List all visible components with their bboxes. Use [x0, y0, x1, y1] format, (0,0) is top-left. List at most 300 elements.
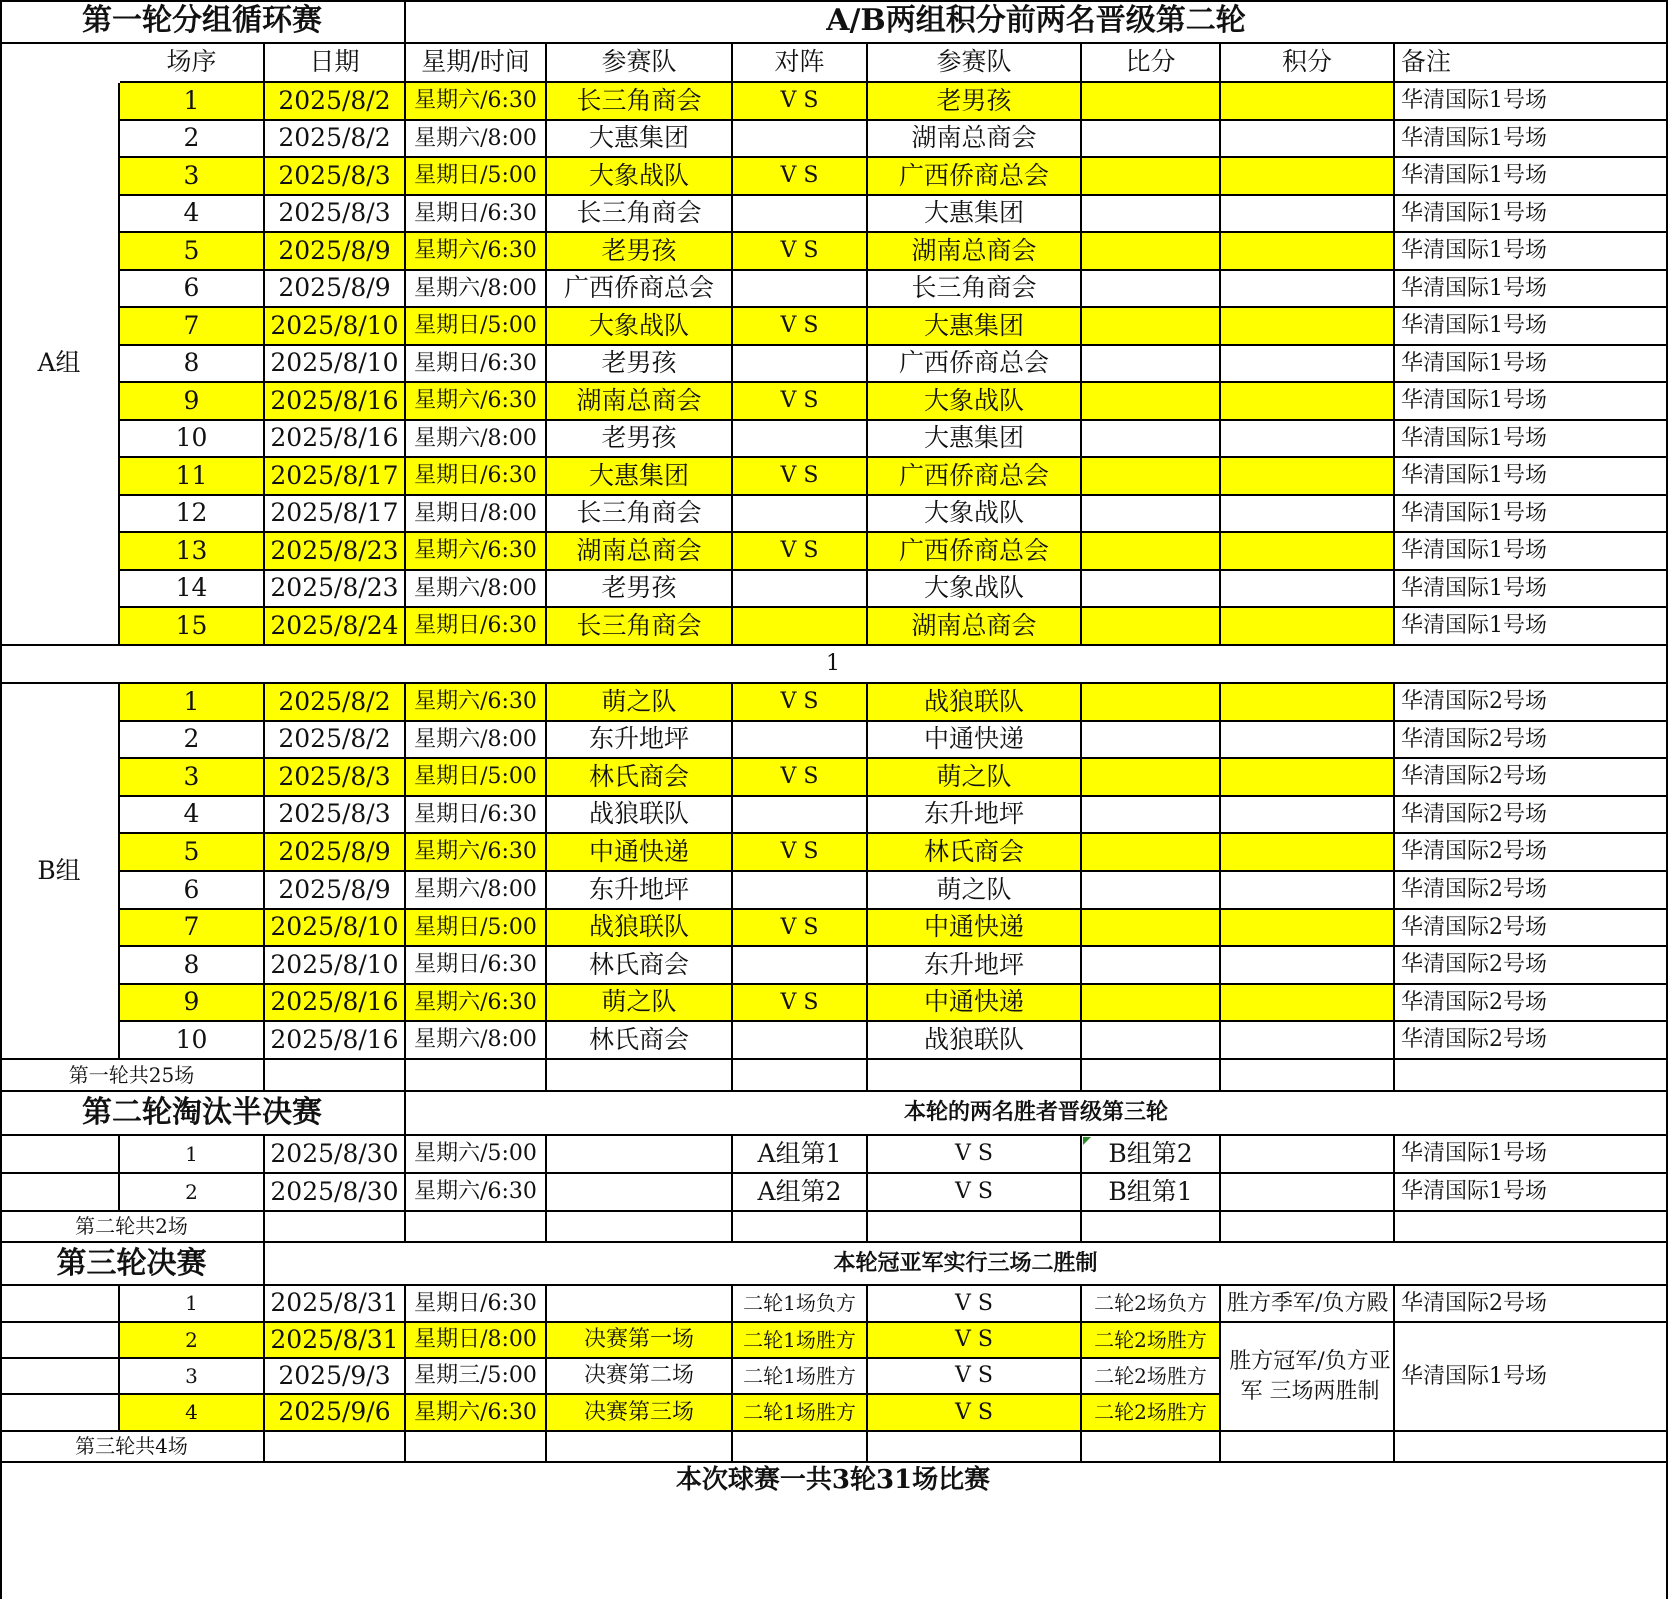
round2-total: 第二轮共2场 [0, 1212, 265, 1243]
empty-cell [0, 1395, 120, 1432]
col-vs-header: 对阵 [733, 44, 868, 83]
versus-label [733, 346, 868, 383]
home-team: 湖南总商会 [547, 383, 733, 421]
empty-cell [1395, 1212, 1668, 1243]
match-time: 星期六/6:30 [406, 1174, 547, 1212]
match-date: 2025/8/2 [265, 83, 406, 121]
match-number: 7 [120, 308, 265, 346]
home-team: 大象战队 [547, 158, 733, 196]
match-number: 3 [120, 759, 265, 797]
versus-label: V S [868, 1395, 1082, 1432]
empty-cell [406, 1432, 547, 1463]
empty-cell [868, 1432, 1082, 1463]
score-cell [1082, 346, 1221, 383]
match-time: 星期六/8:00 [406, 872, 547, 910]
footer-band [0, 1463, 1668, 1599]
home-team: 长三角商会 [547, 83, 733, 121]
match-date: 2025/8/9 [265, 271, 406, 308]
empty-cell [265, 1212, 406, 1243]
home-team: 东升地坪 [547, 872, 733, 910]
match-number: 5 [120, 834, 265, 872]
points-cell [1221, 496, 1395, 533]
versus-label: V S [733, 158, 868, 196]
match-date: 2025/8/3 [265, 196, 406, 233]
points-cell [1221, 759, 1395, 797]
empty-cell [1221, 1060, 1395, 1092]
match-time: 星期六/8:00 [406, 421, 547, 458]
score-cell [1082, 834, 1221, 872]
away-team: 广西侨商总会 [868, 346, 1082, 383]
away-team: 二轮2场胜方 [1082, 1359, 1221, 1395]
venue-note: 华清国际2号场 [1395, 872, 1668, 910]
match-number: 2 [120, 1174, 265, 1212]
match-date: 2025/8/16 [265, 1022, 406, 1060]
versus-label [733, 421, 868, 458]
match-time: 星期日/5:00 [406, 308, 547, 346]
points-cell [1221, 834, 1395, 872]
match-time: 星期六/8:00 [406, 571, 547, 608]
home-team: 湖南总商会 [547, 533, 733, 571]
match-number: 2 [120, 722, 265, 759]
empty-cell [733, 1060, 868, 1092]
away-team: 战狼联队 [868, 1022, 1082, 1060]
score-cell [1082, 421, 1221, 458]
match-number: 3 [120, 158, 265, 196]
versus-label: V S [733, 383, 868, 421]
away-team: 广西侨商总会 [868, 533, 1082, 571]
away-team: 大惠集团 [868, 421, 1082, 458]
versus-label: V S [733, 834, 868, 872]
match-time: 星期日/5:00 [406, 759, 547, 797]
versus-label: V S [733, 910, 868, 947]
match-time: 星期六/6:30 [406, 985, 547, 1022]
versus-label: V S [733, 533, 868, 571]
score-cell [1082, 496, 1221, 533]
match-number: 4 [120, 196, 265, 233]
empty-cell [1082, 1060, 1221, 1092]
match-number: 15 [120, 608, 265, 646]
empty-cell [265, 1060, 406, 1092]
match-date: 2025/8/2 [265, 684, 406, 722]
versus-label: V S [733, 308, 868, 346]
score-cell [1082, 271, 1221, 308]
empty-cell [0, 1359, 120, 1395]
score-cell [1082, 308, 1221, 346]
home-team: 二轮1场胜方 [733, 1395, 868, 1432]
empty-cell [0, 1286, 120, 1323]
round1-banner: A/B两组积分前两名晋级第二轮 [406, 0, 1668, 44]
match-time: 星期六/6:30 [406, 684, 547, 722]
points-cell [1221, 1022, 1395, 1060]
points-cell [1221, 947, 1395, 985]
final-game-label: 决赛第二场 [547, 1359, 733, 1395]
versus-label: V S [733, 458, 868, 496]
match-time: 星期三/5:00 [406, 1359, 547, 1395]
score-cell [1082, 985, 1221, 1022]
match-time: 星期六/6:30 [406, 383, 547, 421]
away-team: 二轮2场胜方 [1082, 1395, 1221, 1432]
match-number: 1 [120, 1286, 265, 1323]
versus-label: V S [868, 1286, 1082, 1323]
match-time: 星期日/8:00 [406, 1323, 547, 1359]
home-team: 广西侨商总会 [547, 271, 733, 308]
score-cell [1082, 458, 1221, 496]
versus-label [733, 196, 868, 233]
match-number: 10 [120, 421, 265, 458]
group-a-label: A组 [0, 83, 120, 646]
match-date: 2025/8/16 [265, 421, 406, 458]
match-time: 星期六/6:30 [406, 834, 547, 872]
score-cell [1082, 797, 1221, 834]
score-cell [1082, 722, 1221, 759]
venue-note: 华清国际2号场 [1395, 1022, 1668, 1060]
home-team: 萌之队 [547, 684, 733, 722]
score-cell [1082, 571, 1221, 608]
col-date-header: 日期 [265, 44, 406, 83]
points-cell [1221, 121, 1395, 158]
empty-cell [1082, 1212, 1221, 1243]
versus-label [733, 571, 868, 608]
away-team: 大象战队 [868, 383, 1082, 421]
match-date: 2025/8/31 [265, 1286, 406, 1323]
away-team: 老男孩 [868, 83, 1082, 121]
empty-cell [547, 1174, 733, 1212]
home-team: 战狼联队 [547, 910, 733, 947]
match-number: 13 [120, 533, 265, 571]
versus-label [733, 121, 868, 158]
match-date: 2025/8/17 [265, 458, 406, 496]
away-team: 中通快递 [868, 722, 1082, 759]
match-number: 2 [120, 121, 265, 158]
away-team: 中通快递 [868, 910, 1082, 947]
venue-note: 华清国际1号场 [1395, 608, 1668, 646]
score-cell [1082, 910, 1221, 947]
match-time: 星期六/6:30 [406, 1395, 547, 1432]
venue-note: 华清国际1号场 [1395, 121, 1668, 158]
venue-note: 华清国际1号场 [1395, 458, 1668, 496]
points-cell [1221, 872, 1395, 910]
match-date: 2025/8/23 [265, 533, 406, 571]
venue-note: 华清国际2号场 [1395, 797, 1668, 834]
empty-cell [547, 1136, 733, 1174]
venue-note: 华清国际2号场 [1395, 684, 1668, 722]
versus-label [733, 496, 868, 533]
round1-title: 第一轮分组循环赛 [0, 0, 406, 44]
match-number: 12 [120, 496, 265, 533]
match-time: 星期日/6:30 [406, 1286, 547, 1323]
versus-label: V S [733, 985, 868, 1022]
empty-cell [547, 1060, 733, 1092]
versus-label [733, 947, 868, 985]
match-number: 4 [120, 797, 265, 834]
away-team: 广西侨商总会 [868, 458, 1082, 496]
away-team: 广西侨商总会 [868, 158, 1082, 196]
home-team: 老男孩 [547, 233, 733, 271]
col-note-header: 备注 [1395, 44, 1668, 83]
versus-label: V S [868, 1136, 1082, 1174]
empty-cell [265, 1432, 406, 1463]
match-time: 星期日/6:30 [406, 797, 547, 834]
empty-cell [868, 1060, 1082, 1092]
venue-note: 华清国际2号场 [1395, 985, 1668, 1022]
match-number: 1 [120, 684, 265, 722]
match-date: 2025/8/10 [265, 910, 406, 947]
versus-label [733, 797, 868, 834]
match-date: 2025/9/3 [265, 1359, 406, 1395]
away-team: 湖南总商会 [868, 121, 1082, 158]
match-time: 星期日/6:30 [406, 458, 547, 496]
away-team: 中通快递 [868, 985, 1082, 1022]
match-number: 2 [120, 1323, 265, 1359]
match-number: 9 [120, 985, 265, 1022]
away-team: 二轮2场胜方 [1082, 1323, 1221, 1359]
match-number: 4 [120, 1395, 265, 1432]
score-cell [1082, 608, 1221, 646]
match-date: 2025/9/6 [265, 1395, 406, 1432]
points-cell [1221, 233, 1395, 271]
venue-note: 华清国际1号场 [1395, 383, 1668, 421]
empty-cell [406, 1060, 547, 1092]
match-date: 2025/8/10 [265, 308, 406, 346]
points-cell [1221, 383, 1395, 421]
home-team: A组第1 [733, 1136, 868, 1174]
col-team2-header: 参赛队 [868, 44, 1082, 83]
points-cell [1221, 158, 1395, 196]
match-time: 星期六/5:00 [406, 1136, 547, 1174]
away-team: 湖南总商会 [868, 608, 1082, 646]
cell-comment-marker [1083, 1137, 1091, 1145]
points-cell [1221, 421, 1395, 458]
match-date: 2025/8/16 [265, 383, 406, 421]
match-number: 7 [120, 910, 265, 947]
score-cell [1082, 684, 1221, 722]
away-team: 林氏商会 [868, 834, 1082, 872]
col-team1-header: 参赛队 [547, 44, 733, 83]
versus-label: V S [733, 83, 868, 121]
away-team: B组第1 [1082, 1174, 1221, 1212]
match-date: 2025/8/10 [265, 947, 406, 985]
home-team: A组第2 [733, 1174, 868, 1212]
empty-cell [1082, 1432, 1221, 1463]
points-cell [1221, 533, 1395, 571]
home-team: 战狼联队 [547, 797, 733, 834]
round1-total: 第一轮共25场 [0, 1060, 265, 1092]
points-cell [1221, 722, 1395, 759]
match-date: 2025/8/30 [265, 1136, 406, 1174]
score-cell [1082, 533, 1221, 571]
venue-note: 华清国际2号场 [1395, 910, 1668, 947]
match-number: 6 [120, 872, 265, 910]
match-time: 星期日/6:30 [406, 196, 547, 233]
match-time: 星期六/8:00 [406, 1022, 547, 1060]
versus-label [733, 271, 868, 308]
home-team: 老男孩 [547, 421, 733, 458]
empty-cell [0, 1323, 120, 1359]
match-date: 2025/8/3 [265, 158, 406, 196]
round2-banner: 本轮的两名胜者晋级第三轮 [406, 1092, 1668, 1136]
points-cell [1221, 196, 1395, 233]
venue-note: 华清国际2号场 [1395, 759, 1668, 797]
home-team: 长三角商会 [547, 196, 733, 233]
empty-cell [733, 1432, 868, 1463]
match-number: 3 [120, 1359, 265, 1395]
match-time: 星期六/6:30 [406, 233, 547, 271]
score-cell [1082, 83, 1221, 121]
home-team: 大惠集团 [547, 121, 733, 158]
away-team: 萌之队 [868, 872, 1082, 910]
round3-banner: 本轮冠亚军实行三场二胜制 [265, 1243, 1668, 1286]
final-game-label [547, 1286, 733, 1323]
home-team: 老男孩 [547, 346, 733, 383]
venue-note: 华清国际1号场 [1395, 1136, 1668, 1174]
versus-label [733, 608, 868, 646]
empty-cell [733, 1212, 868, 1243]
empty-cell [0, 1136, 120, 1174]
home-team: 中通快递 [547, 834, 733, 872]
away-team: 二轮2场负方 [1082, 1286, 1221, 1323]
home-team: 林氏商会 [547, 759, 733, 797]
match-time: 星期日/6:30 [406, 608, 547, 646]
venue-note: 华清国际1号场 [1395, 308, 1668, 346]
match-number: 8 [120, 346, 265, 383]
versus-label [733, 1022, 868, 1060]
venue-note: 华清国际1号场 [1395, 233, 1668, 271]
points-cell [1221, 684, 1395, 722]
venue-note: 华清国际1号场 [1395, 83, 1668, 121]
venue-note: 华清国际2号场 [1395, 1286, 1668, 1323]
match-number: 10 [120, 1022, 265, 1060]
home-team: 大惠集团 [547, 458, 733, 496]
venue-note: 华清国际2号场 [1395, 834, 1668, 872]
away-team: 湖南总商会 [868, 233, 1082, 271]
empty-cell [0, 1174, 120, 1212]
venue-note: 华清国际1号场 [1395, 346, 1668, 383]
venue-note: 华清国际1号场 [1395, 1323, 1668, 1432]
match-date: 2025/8/2 [265, 121, 406, 158]
final-series-note: 胜方冠军/负方亚军 三场两胜制 [1221, 1323, 1395, 1432]
home-team: 萌之队 [547, 985, 733, 1022]
match-number: 1 [120, 83, 265, 121]
match-date: 2025/8/3 [265, 759, 406, 797]
versus-label: V S [868, 1359, 1082, 1395]
match-time: 星期日/5:00 [406, 910, 547, 947]
match-date: 2025/8/9 [265, 834, 406, 872]
match-date: 2025/8/10 [265, 346, 406, 383]
points-cell [1221, 985, 1395, 1022]
away-team: 大象战队 [868, 571, 1082, 608]
versus-label [733, 722, 868, 759]
footer-summary: 本次球赛一共3轮31场比赛 [675, 1465, 991, 1495]
col-points-header: 积分 [1221, 44, 1395, 83]
match-date: 2025/8/23 [265, 571, 406, 608]
match-time: 星期六/8:00 [406, 722, 547, 759]
home-team: 东升地坪 [547, 722, 733, 759]
points-cell [1221, 608, 1395, 646]
points-cell [1221, 458, 1395, 496]
points-cell [1221, 910, 1395, 947]
group-separator: 1 [0, 646, 1668, 684]
away-team: 萌之队 [868, 759, 1082, 797]
venue-note: 华清国际1号场 [1395, 421, 1668, 458]
match-time: 星期日/6:30 [406, 346, 547, 383]
score-cell [1082, 196, 1221, 233]
col-no-header: 场序 [120, 44, 265, 83]
venue-note: 华清国际1号场 [1395, 271, 1668, 308]
points-cell [1221, 1136, 1395, 1174]
score-cell [1082, 233, 1221, 271]
points-cell [1221, 83, 1395, 121]
match-time: 星期六/8:00 [406, 271, 547, 308]
home-team: 大象战队 [547, 308, 733, 346]
match-time: 星期日/6:30 [406, 947, 547, 985]
score-cell [1082, 872, 1221, 910]
venue-note: 华清国际1号场 [1395, 1174, 1668, 1212]
venue-note: 华清国际2号场 [1395, 947, 1668, 985]
home-team: 林氏商会 [547, 947, 733, 985]
match-date: 2025/8/16 [265, 985, 406, 1022]
away-team: 战狼联队 [868, 684, 1082, 722]
away-team: 大惠集团 [868, 308, 1082, 346]
match-date: 2025/8/9 [265, 233, 406, 271]
versus-label: V S [733, 684, 868, 722]
points-cell [1221, 271, 1395, 308]
score-cell [1082, 158, 1221, 196]
score-cell [1082, 121, 1221, 158]
score-cell [1082, 1022, 1221, 1060]
empty-cell [1395, 1060, 1668, 1092]
points-cell [1221, 571, 1395, 608]
match-date: 2025/8/30 [265, 1174, 406, 1212]
points-cell [1221, 346, 1395, 383]
match-time: 星期日/8:00 [406, 496, 547, 533]
round3-total: 第三轮共4场 [0, 1432, 265, 1463]
home-team: 二轮1场胜方 [733, 1359, 868, 1395]
score-cell [1082, 759, 1221, 797]
versus-label: V S [868, 1174, 1082, 1212]
points-cell [1221, 308, 1395, 346]
away-team: 长三角商会 [868, 271, 1082, 308]
match-number: 5 [120, 233, 265, 271]
venue-note: 华清国际1号场 [1395, 533, 1668, 571]
home-team: 二轮1场负方 [733, 1286, 868, 1323]
home-team: 林氏商会 [547, 1022, 733, 1060]
empty-cell [547, 1212, 733, 1243]
venue-note: 华清国际1号场 [1395, 571, 1668, 608]
empty-cell [406, 1212, 547, 1243]
venue-note: 华清国际2号场 [1395, 722, 1668, 759]
match-date: 2025/8/2 [265, 722, 406, 759]
empty-cell [547, 1432, 733, 1463]
match-date: 2025/8/17 [265, 496, 406, 533]
home-team: 二轮1场胜方 [733, 1323, 868, 1359]
versus-label: V S [868, 1323, 1082, 1359]
points-cell [1221, 1174, 1395, 1212]
versus-label: V S [733, 233, 868, 271]
away-team: 东升地坪 [868, 947, 1082, 985]
col-score-header: 比分 [1082, 44, 1221, 83]
third-place-note: 胜方季军/负方殿 [1221, 1286, 1395, 1323]
away-team: 东升地坪 [868, 797, 1082, 834]
score-cell [1082, 383, 1221, 421]
empty-cell [868, 1212, 1082, 1243]
versus-label: V S [733, 759, 868, 797]
versus-label [733, 872, 868, 910]
match-number: 9 [120, 383, 265, 421]
points-cell [1221, 797, 1395, 834]
empty-cell [1221, 1212, 1395, 1243]
venue-note: 华清国际1号场 [1395, 496, 1668, 533]
final-game-label: 决赛第三场 [547, 1395, 733, 1432]
